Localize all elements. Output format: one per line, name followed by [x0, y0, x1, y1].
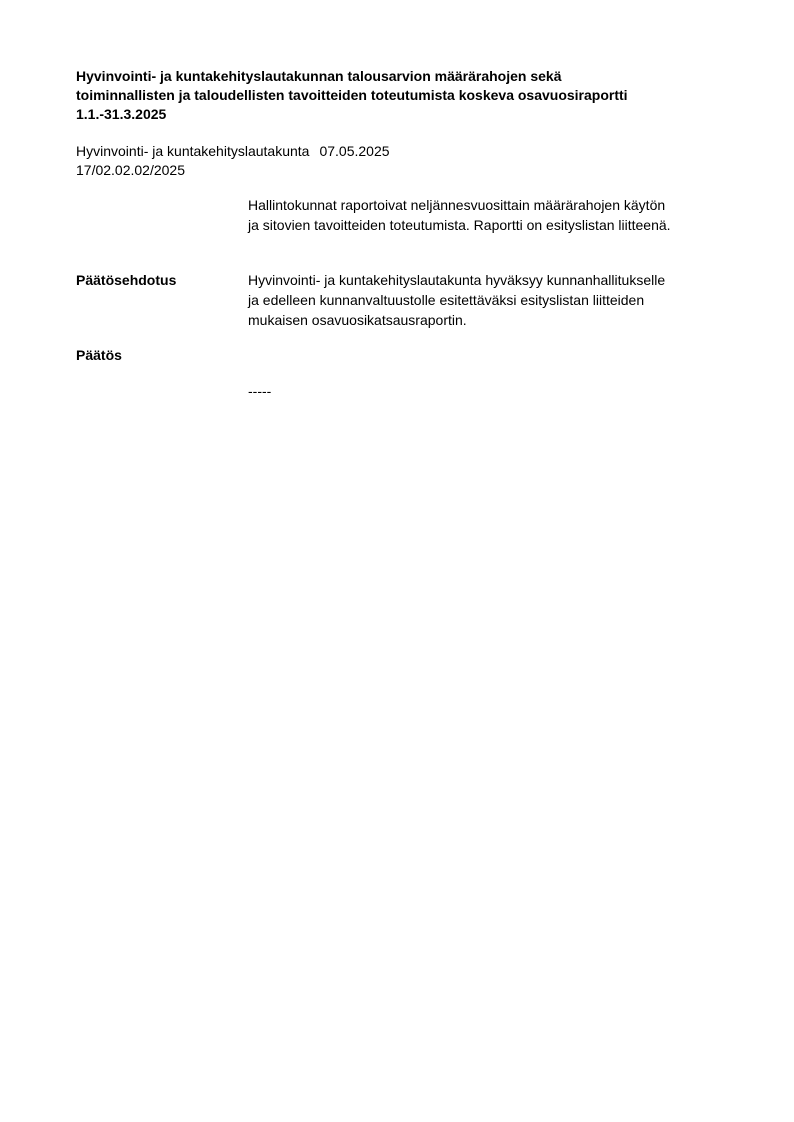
committee-name: Hyvinvointi- ja kuntakehityslautakunta	[76, 143, 310, 159]
decision-text: -----	[248, 383, 272, 399]
proposal-line-3: mukaisen osavuosikatsausraportin.	[248, 312, 467, 328]
title-line-2: toiminnallisten ja taloudellisten tavoitteiden toteutumista koskeva osavuosiraportti	[76, 87, 628, 103]
decision-label: Päätös	[76, 347, 122, 363]
document-title	[76, 67, 736, 124]
intro-paragraph	[248, 195, 748, 235]
meeting-meta	[76, 142, 390, 180]
proposal-line-2: ja edelleen kunnanvaltuustolle esitettäväksi esityslistan liitteiden	[248, 292, 645, 308]
meeting-date: 07.05.2025	[319, 143, 390, 159]
proposal-label: Päätösehdotus	[76, 272, 177, 288]
reference-number: 17/02.02.02/2025	[76, 162, 185, 178]
meta-committee-line	[76, 142, 390, 161]
title-line-1: Hyvinvointi- ja kuntakehityslautakunnan talousarvion määrärahojen sekä	[76, 68, 562, 84]
title-line-3: 1.1.-31.3.2025	[76, 106, 167, 122]
proposal-paragraph	[248, 270, 748, 330]
intro-line-1: Hallintokunnat raportoivat neljännesvuosittain määrärahojen käytön	[248, 197, 666, 213]
proposal-line-1: Hyvinvointi- ja kuntakehityslautakunta hyväksyy kunnanhallitukselle	[248, 272, 666, 288]
intro-line-2: ja sitovien tavoitteiden toteutumista. Raportti on esityslistan liitteenä.	[248, 217, 671, 233]
